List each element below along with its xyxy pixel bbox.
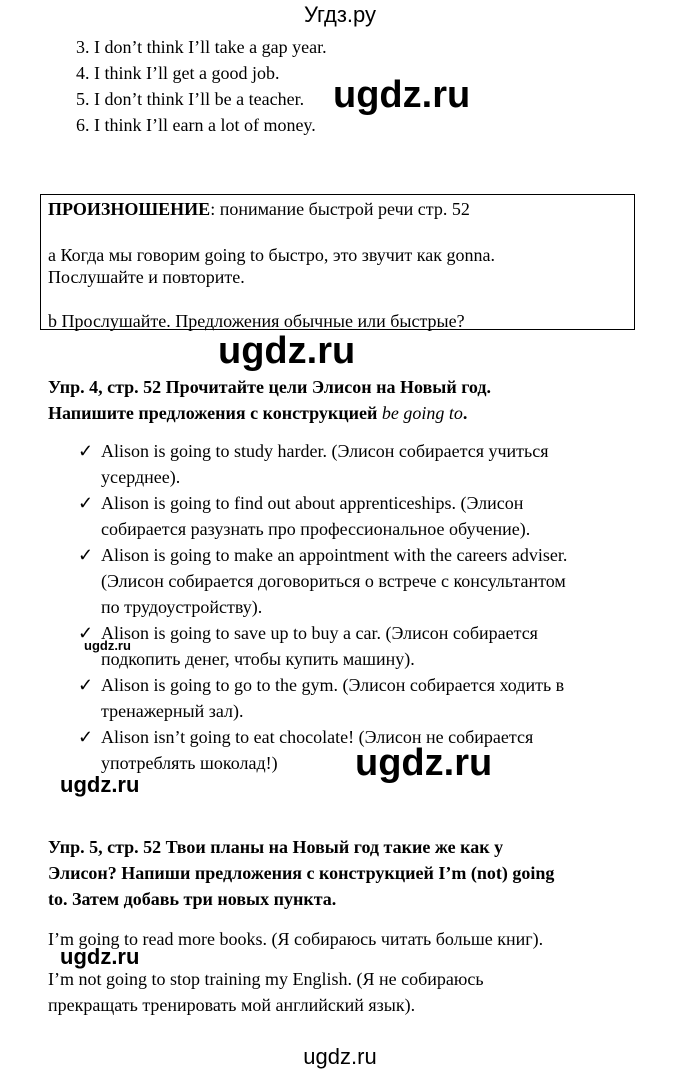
ex4-item-6-line2: употреблять шоколад!) — [101, 753, 278, 773]
ex5-title-line1: Упр. 5, стр. 52 Твои планы на Новый год такие же как у — [48, 837, 504, 857]
ex4-title-line1: Упр. 4, стр. 52 Прочитайте цели Элисон на Новый год. — [48, 377, 492, 397]
check-icon: ✓ — [78, 493, 94, 513]
watermark: ugdz.ru — [355, 742, 493, 784]
check-icon: ✓ — [78, 441, 94, 461]
list-item-6: 6. I think I’ll earn a lot of money. — [76, 115, 316, 135]
pronunciation-a-line1: a Когда мы говорим going to быстро, это звучит как gonna. — [48, 245, 495, 265]
ex5-answer-2-line2: прекращать тренировать мой английский язык). — [48, 995, 416, 1015]
ex4-item-2-line2: собирается разузнать про профессиональное обучение). — [101, 519, 531, 539]
ex5-title-line3: to. Затем добавь три новых пункта. — [48, 889, 337, 909]
list-item-3: 3. I don’t think I’ll take a gap year. — [76, 37, 327, 57]
ex4-item-4-line2: подкопить денег, чтобы купить машину). — [101, 649, 415, 669]
ex5-answer-2-line1: I’m not going to stop training my English. (Я не собираюсь — [48, 969, 484, 989]
check-icon: ✓ — [78, 675, 94, 695]
list-item-4: 4. I think I’ll get a good job. — [76, 63, 280, 83]
ex4-item-3-line2: (Элисон собирается договориться о встрече с консультантом — [101, 571, 566, 591]
ex5-title-line2: Элисон? Напиши предложения с конструкцией I’m (not) going — [48, 863, 555, 883]
watermark: ugdz.ru — [60, 772, 140, 797]
watermark: ugdz.ru — [218, 330, 356, 372]
ex4-item-6-line1: Alison isn’t going to eat chocolate! (Элисон не собирается — [101, 727, 534, 747]
site-footer: ugdz.ru — [303, 1044, 377, 1069]
list-item-5: 5. I don’t think I’ll be a teacher. — [76, 89, 305, 109]
ex4-item-5-line2: тренажерный зал). — [101, 701, 244, 721]
watermark: ugdz.ru — [333, 74, 471, 116]
check-icon: ✓ — [78, 623, 94, 643]
ex4-item-3-line3: по трудоустройству). — [101, 597, 263, 617]
ex4-item-3-line1: Alison is going to make an appointment with the careers adviser. — [101, 545, 568, 565]
watermark: ugdz.ru — [60, 944, 140, 969]
pronunciation-a-line2: Послушайте и повторите. — [48, 267, 245, 287]
ex4-item-2-line1: Alison is going to find out about apprenticeships. (Элисон — [101, 493, 524, 513]
watermark: ugdz.ru — [84, 638, 131, 653]
ex4-item-1-line1: Alison is going to study harder. (Элисон собирается учиться — [101, 441, 549, 461]
site-header: Угдз.ру — [303, 2, 377, 27]
check-icon: ✓ — [78, 727, 94, 747]
pronunciation-heading: ПРОИЗНОШЕНИЕ: понимание быстрой речи стр. 52 — [48, 199, 470, 219]
ex5-answer-1: I’m going to read more books. (Я собираюсь читать больше книг). — [48, 929, 544, 949]
ex4-item-5-line1: Alison is going to go to the gym. (Элисон собирается ходить в — [101, 675, 565, 695]
ex4-item-1-line2: усерднее). — [101, 467, 181, 487]
ex4-title-line2: Напишите предложения с конструкцией be going to. — [48, 403, 468, 423]
ex4-item-4-line1: Alison is going to save up to buy a car. (Элисон собирается — [101, 623, 538, 643]
check-icon: ✓ — [78, 545, 94, 565]
pronunciation-b-line: b Прослушайте. Предложения обычные или быстрые? — [48, 311, 465, 331]
